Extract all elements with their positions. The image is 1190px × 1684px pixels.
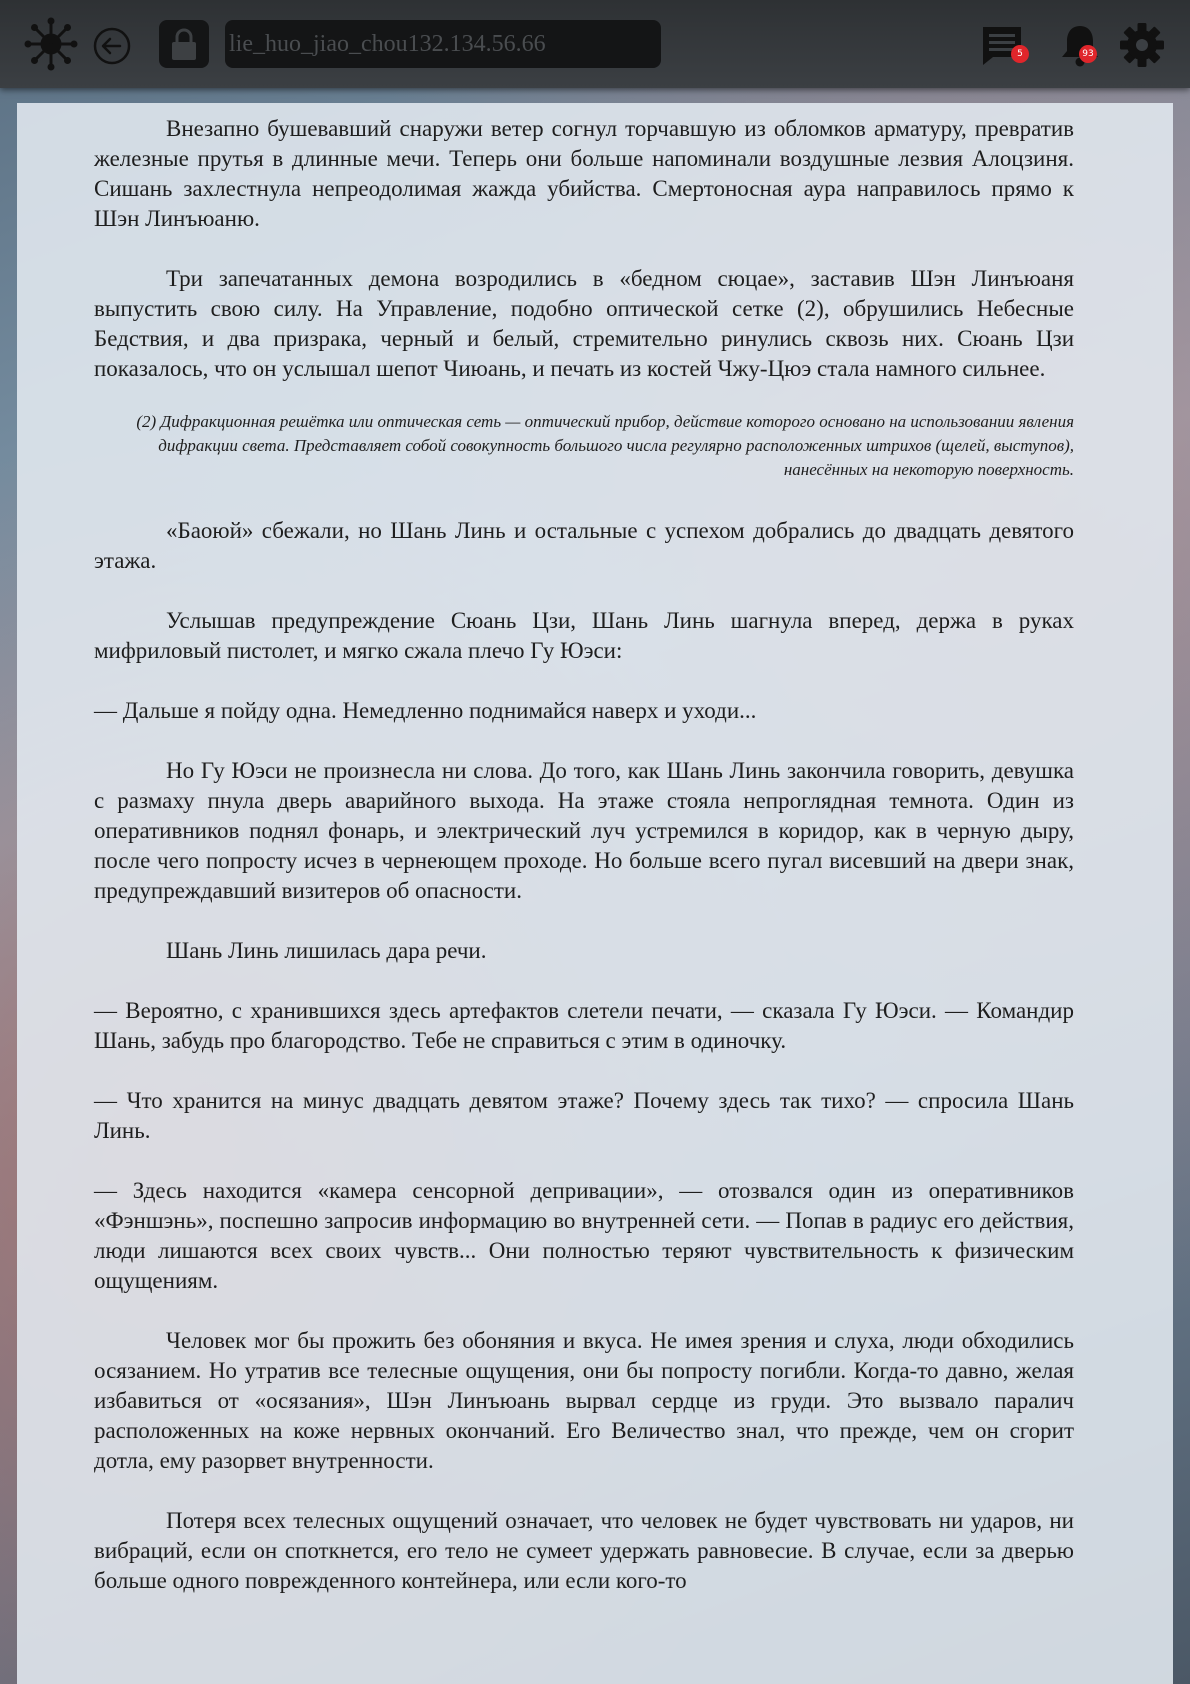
paragraph: Услышав предупреждение Сюань Цзи, Шань Линь шагнула вперед, держа в руках мифриловый пистолет, и мягко сжала плечо Гу Юэси: <box>94 608 1074 663</box>
url-field[interactable]: lie_huo_jiao_chou132.134.56.66 <box>225 20 661 68</box>
paragraph: — Дальше я пойду одна. Немедленно поднимайся наверх и уходи... <box>94 698 757 723</box>
paragraph: — Здесь находится «камера сенсорной депривации», — отозвался один из оперативников «Фэншэнь», поспешно запросив информацию во внутренней сети. — Попав в радиус его действия, люди лишаются всех своих чувств... Они полностью теряют чувствительность к физическим ощущениям. <box>94 1178 1074 1293</box>
paragraph: Человек мог бы прожить без обоняния и вкуса. Не имея зрения и слуха, люди обходились осязанием. Но утратив все телесные ощущения, они бы попросту погибли. Когда-то давно, желая избавиться от «осязания», Шэн Линъюань вырвал сердце из груди. Это вызвало паралич расположенных на коже нервных окончаний. Его Величество знал, что прежде, чем он сгорит дотла, ему разорвет внутренности. <box>94 1328 1074 1473</box>
paragraph: Шань Линь лишилась дара речи. <box>166 938 487 963</box>
paragraph: «Баоюй» сбежали, но Шань Линь и остальные с успехом добрались до двадцать девятого этажа. <box>94 518 1074 573</box>
chapter-text <box>94 114 1074 1626</box>
notifications-badge: 93 <box>1079 45 1097 63</box>
network-hub-icon[interactable] <box>24 17 78 71</box>
bell-icon[interactable] <box>1057 22 1103 68</box>
messages-badge: 5 <box>1011 45 1029 63</box>
back-arrow-icon[interactable] <box>92 26 132 66</box>
gear-icon[interactable] <box>1119 22 1165 68</box>
paragraph: Потеря всех телесных ощущений означает, что человек не будет чувствовать ни ударов, ни вибраций, если он споткнется, его тело не сумеет удержать равновесие. В случае, если за дверью больше одного поврежденного контейнера, или если кого-то <box>94 1508 1074 1593</box>
paragraph: Внезапно бушевавший снаружи ветер согнул торчавшую из обломков арматуру, превратив железные прутья в длинные мечи. Теперь они больше напоминали воздушные лезвия Алоцзиня. Сишань захлестнула непреодолимая жажда убийства. Смертоносная аура направилось прямо к Шэн Линъюаню. <box>94 116 1074 231</box>
lock-button[interactable] <box>159 20 209 68</box>
paragraph: Три запечатанных демона возродились в «бедном сюцае», заставив Шэн Линъюаня выпустить свою силу. На Управление, подобно оптической сетке (2), обрушились Небесные Бедствия, и два призрака, черный и белый, стремительно ринулись сквозь них. Сюань Цзи показалось, что он услышал шепот Чиюань, и печать из костей Чжу-Цюэ стала намного сильнее. <box>94 266 1074 381</box>
reading-panel[interactable] <box>17 103 1173 1684</box>
lock-icon <box>168 26 200 62</box>
top-bar <box>0 0 1190 88</box>
paragraph: — Что хранится на минус двадцать девятом этаже? Почему здесь так тихо? — спросила Шань Линь. <box>94 1088 1074 1143</box>
paragraph: — Вероятно, с хранившихся здесь артефактов слетели печати, — сказала Гу Юэси. — Командир Шань, забудь про благородство. Тебе не справиться с этим в одиночку. <box>94 998 1074 1053</box>
footnote: (2) Дифракционная решётка или оптическая сеть — оптический прибор, действие которого основано на использовании явления дифракции света. Представляет собой совокупность большого числа регулярно расположенных штрихов (щелей, выступов), нанесённых на некоторую поверхность. <box>136 412 1074 479</box>
paragraph: Но Гу Юэси не произнесла ни слова. До того, как Шань Линь закончила говорить, девушка с размаху пнула дверь аварийного выхода. На этаже стояла непроглядная темнота. Один из оперативников поднял фонарь, и электрический луч устремился в коридор, как в черную дыру, после чего попросту исчез в чернеющем проходе. Но больше всего пугал висевший на двери знак, предупреждавший визитеров об опасности. <box>94 758 1074 903</box>
